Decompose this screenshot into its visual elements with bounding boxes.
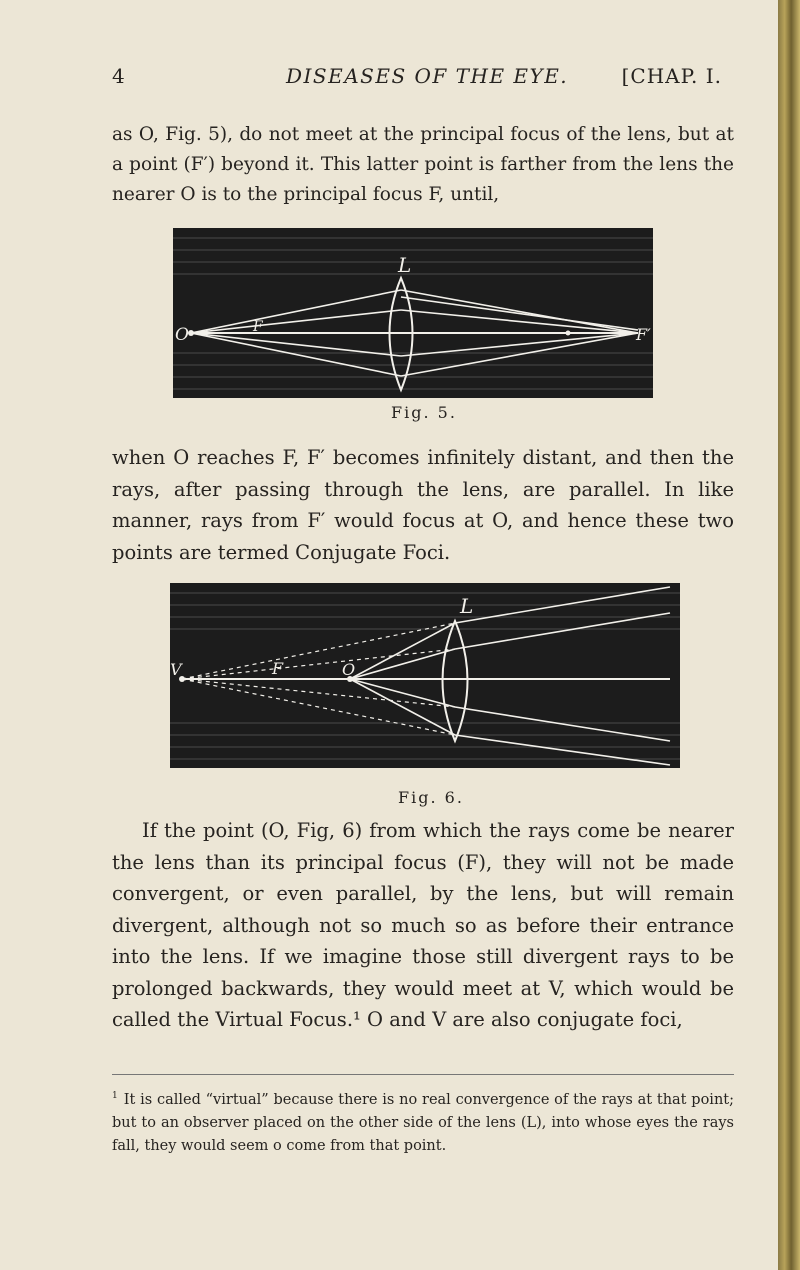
figure-6-hatching: [170, 593, 680, 759]
figure-5: [173, 228, 653, 398]
page-number: 4: [112, 64, 125, 88]
figure-6-label-object: O: [342, 660, 356, 679]
footnote-rule: [112, 1074, 734, 1075]
figure-6-caption: Fig. 6.: [398, 788, 464, 807]
page-header: [112, 64, 722, 94]
figure-6: [170, 583, 680, 768]
figure-5-hatching: [173, 238, 653, 389]
running-title: DISEASES OF THE EYE.: [286, 64, 569, 88]
footnote: [112, 1085, 734, 1158]
footnote-marker: 1: [112, 1091, 118, 1101]
paragraph-3: If the point (O, Fig, 6) from which the rays come be nearer the lens than its principal focus (F), they will not be made convergent, or even parallel, by the lens, but will remain divergent, although not so much so as before their entrance into the lens. If we imagine those still divergent rays to be prolonged backwards, they would meet at V, which would be called the Virtual Focus.¹ O and V are also conjugate foci,: [112, 819, 734, 1031]
figure-5-focus-point: [566, 331, 571, 336]
paragraph-1: as O, Fig. 5), do not meet at the principal focus of the lens, but at a point (F′) beyond it. This latter point is farther from the lens the nearer O is to the principal focus F, until,: [112, 124, 734, 205]
book-edge: [778, 0, 800, 1270]
figure-6-label-lens: L: [460, 594, 474, 618]
paragraph-2: when O reaches F, F′ becomes infinitely distant, and then the rays, after passing through the lens, are parallel. In like manner, rays from F′ would focus at O, and hence these two points are termed Conjugate Foci.: [112, 446, 734, 564]
footnote-text: It is called “virtual” because there is no real convergence of the rays at that point; but to an observer placed on the other side of the lens (L), into whose eyes the rays fall, they would seem o come from that point.: [112, 1091, 734, 1154]
figure-5-label-object: O: [175, 325, 189, 345]
figure-6-label-focus: F: [272, 659, 284, 678]
figure-5-label-lens: L: [398, 253, 412, 277]
figure-6-rays: [350, 587, 670, 765]
figure-5-caption: Fig. 5.: [391, 403, 457, 422]
chapter-label: [CHAP. I.: [621, 64, 722, 88]
figure-5-label-conjugate: F′: [636, 325, 651, 344]
figure-6-diagram: [170, 583, 680, 768]
figure-5-diagram: [173, 228, 653, 398]
figure-5-label-focus: F: [253, 319, 263, 335]
figure-6-label-virtual: V: [170, 660, 182, 679]
